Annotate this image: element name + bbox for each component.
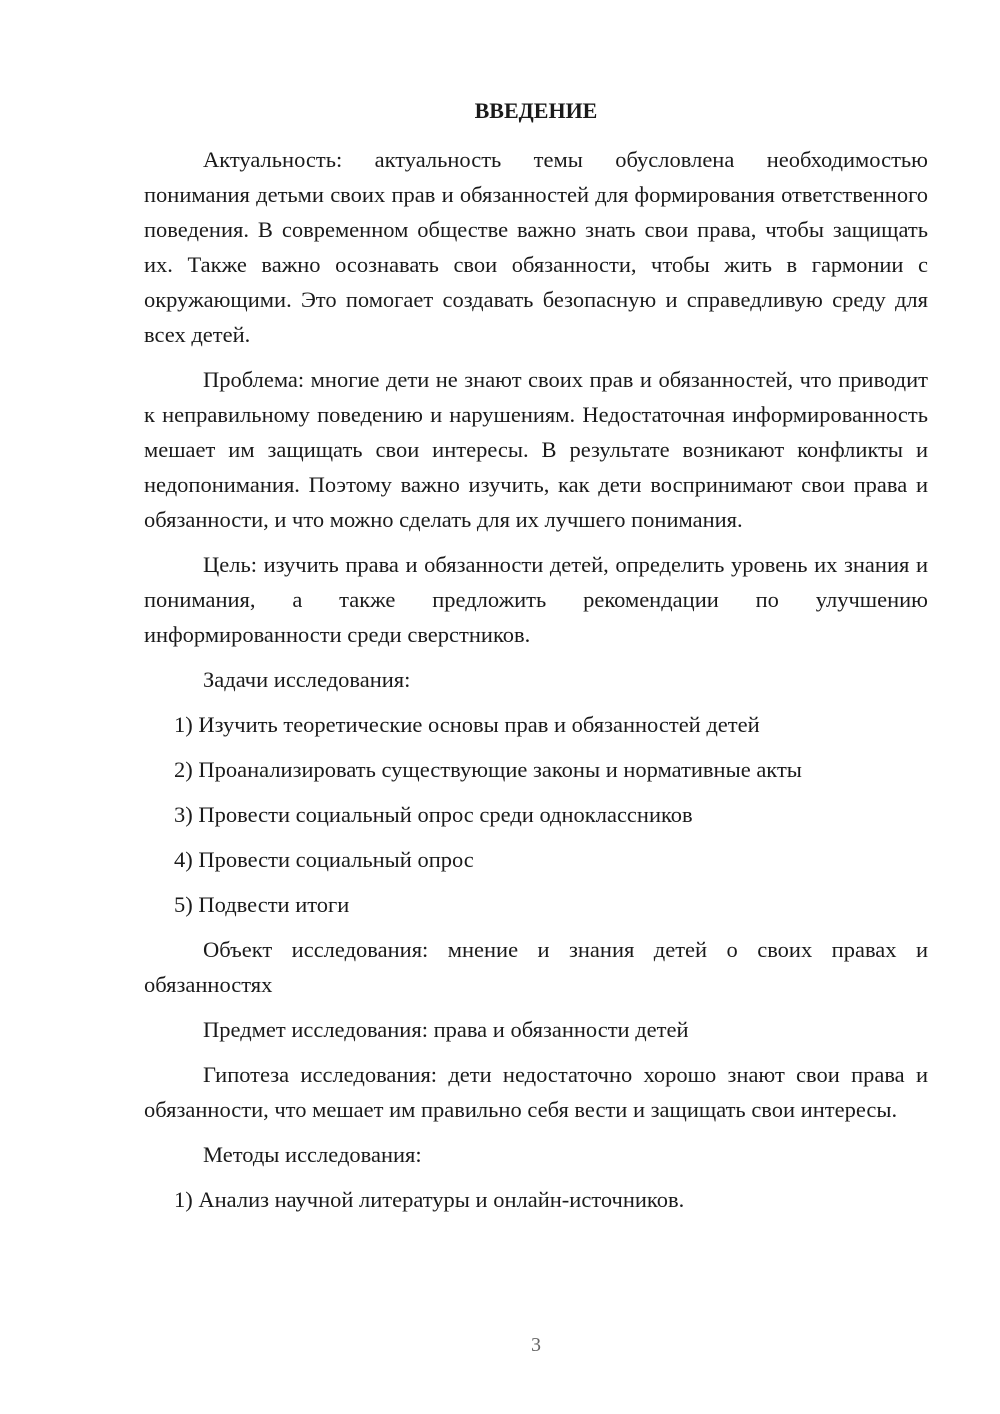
tasks-list xyxy=(144,707,928,922)
list-item: 5) Подвести итоги xyxy=(174,892,350,917)
subject-paragraph: Предмет исследования: права и обязанности детей xyxy=(203,1017,689,1042)
list-item: 1) Анализ научной литературы и онлайн-источников. xyxy=(174,1187,685,1212)
page-title: ВВЕДЕНИЕ xyxy=(474,98,598,123)
methods-heading: Методы исследования: xyxy=(203,1142,422,1167)
hypothesis-paragraph: Гипотеза исследования: дети недостаточно хорошо знают свои права и обязанности, что мешает им правильно себя вести и защищать свои интересы. xyxy=(144,1062,928,1122)
tasks-heading: Задачи исследования: xyxy=(203,667,411,692)
object-paragraph: Объект исследования: мнение и знания детей о своих правах и обязанностях xyxy=(144,937,928,997)
list-item: 2) Проанализировать существующие законы и нормативные акты xyxy=(174,757,802,782)
relevance-paragraph: Актуальность: актуальность темы обусловлена необходимостью понимания детьми своих прав и обязанностей для формирования ответственного поведения. В современном обществе важно знать свои права, чтобы защищать их. Также важно осознавать свои обязанности, чтобы жить в гармонии с окружающими. Это помогает создавать безопасную и справедливую среду для всех детей. xyxy=(144,147,928,347)
goal-paragraph: Цель: изучить права и обязанности детей, определить уровень их знания и понимания, а также предложить рекомендации по улучшению информированности среди сверстников. xyxy=(144,552,928,647)
list-item: 4) Провести социальный опрос xyxy=(174,847,474,872)
document-body xyxy=(144,142,928,1227)
problem-paragraph: Проблема: многие дети не знают своих прав и обязанностей, что приводит к неправильному поведению и нарушениям. Недостаточная информированность мешает им защищать свои интересы. В результате возникают конфликты и недопонимания. Поэтому важно изучить, как дети воспринимают свои права и обязанности, и что можно сделать для их лучшего понимания. xyxy=(144,367,928,532)
list-item: 1) Изучить теоретические основы прав и обязанностей детей xyxy=(174,712,760,737)
methods-list xyxy=(144,1182,928,1217)
list-item: 3) Провести социальный опрос среди одноклассников xyxy=(174,802,693,827)
page-number: 3 xyxy=(531,1334,541,1356)
document-page xyxy=(144,0,928,1414)
